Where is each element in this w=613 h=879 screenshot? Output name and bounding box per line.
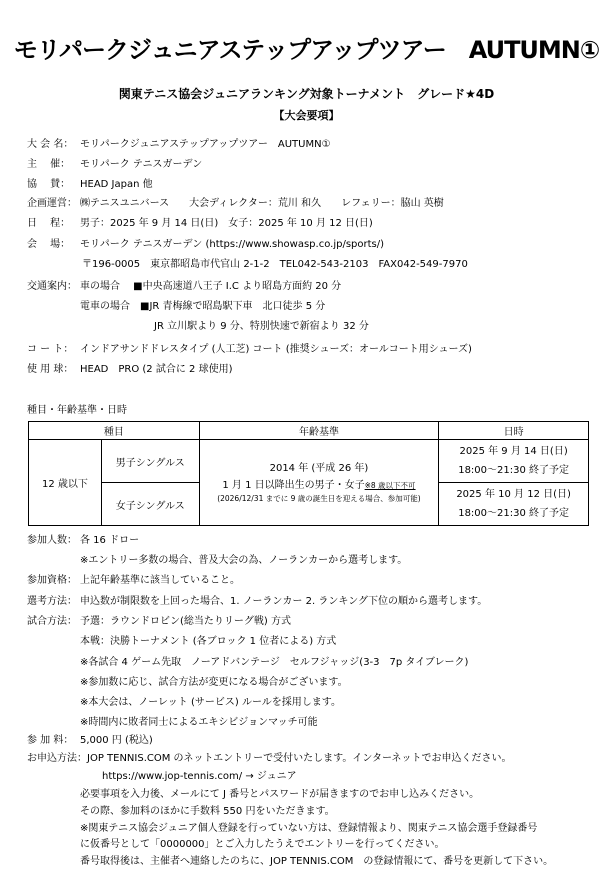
section-heading: 【大会要項】 (273, 109, 340, 122)
ball-label: 使 用 球： (27, 364, 74, 375)
access-label: 交通案内： (27, 281, 77, 292)
age-line-2-wrap (200, 479, 439, 492)
apply-value: JOP TENNIS.COM のネットエントリーで受付いたします。インターネットでお申込ください。 (87, 753, 512, 764)
format-change: ※参加数に応じ、試合方法が変更になる場合がございます。 (80, 677, 348, 688)
girls-singles-cell: 女子シングルス (101, 483, 199, 526)
qualification-label: 参加資格： (27, 575, 77, 586)
events-caption: 種目・年齢基準・日時 (27, 405, 127, 416)
events-table (28, 421, 589, 526)
boys-date: 2025 年 9 月 14 日(日) (459, 446, 568, 457)
venue-address: 〒196-0005 東京都昭島市代官山 2-1-2 TEL042-543-2103 FAX042-549-7970 (82, 259, 468, 270)
venue-value: モリパーク テニスガーデン (https://www.showasp.co.jp/sports/) (80, 239, 385, 250)
sponsor-value: HEAD Japan 他 (80, 179, 153, 190)
court-label: コ ー ト： (27, 344, 74, 355)
format-let: ※本大会は、ノーレット (サービス) ルールを採用します。 (80, 697, 341, 708)
operator-label: 企画運営： (27, 198, 77, 209)
age-note: (2026/12/31 までに 9 歳の誕生日を迎える場合、参加可能) (217, 493, 421, 503)
venue-label: 会 場： (27, 239, 71, 250)
age-note-inline: ※8 歳以下不可 (364, 480, 416, 490)
apply-url[interactable]: https://www.jop-tennis.com/ → ジュニア (102, 771, 297, 782)
entrants-value: 各 16 ドロー (80, 535, 140, 546)
age-line-1: 2014 年 (平成 26 年) (269, 462, 369, 474)
apply-update-note: 番号取得後は、主催者へ連絡したのちに、JOP TENNIS.COM の登録情報にて、番号を更新して下さい。 (80, 856, 554, 867)
entrants-label: 参加人数： (27, 535, 77, 546)
format-main: 本戦：決勝トーナメント (各ブロック 1 位者による) 方式 (80, 636, 337, 647)
selection-label: 選考方法： (27, 596, 77, 607)
name-label: 大 会 名： (27, 139, 74, 150)
age-criteria-cell (199, 440, 439, 526)
entrants-note: ※エントリー多数の場合、普及大会の為、ノーランカーから選考します。 (80, 555, 408, 566)
apply-fee-note: その際、参加料のほかに手数料 550 円をいただきます。 (80, 806, 335, 817)
host-label: 主 催： (27, 159, 71, 170)
host-value: モリパーク テニスガーデン (80, 159, 203, 170)
girls-time: 18:00～21:30 終了予定 (458, 508, 570, 519)
selection-value: 申込数が制限数を上回った場合、1. ノーランカー 2. ランキング下位の順から選考します。 (80, 596, 488, 607)
apply-registration-note: ※関東テニス協会ジュニア個人登録を行っていない方は、登録情報より、関東テニス協会選手登録番号 (80, 823, 538, 834)
header-age: 年齢基準 (199, 422, 439, 440)
boys-singles-cell: 男子シングルス (101, 440, 199, 483)
fee-value: 5,000 円 (税込) (80, 735, 153, 746)
table-row (29, 440, 589, 483)
operator-value: ㈱テニスユニバース 大会ディレクター：荒川 和久 レフェリー：脇山 英樹 (80, 198, 444, 209)
age-line-2: 1 月 1 日以降出生の男子・女子 (222, 479, 365, 491)
events-header-row (29, 422, 589, 440)
sponsor-label: 協 賛： (27, 179, 71, 190)
apply-label: お申込方法： (27, 753, 87, 764)
girls-date-cell (439, 483, 589, 526)
schedule-value: 男子：2025 年 9 月 14 日(日) 女子：2025 年 10 月 12 日(日) (80, 218, 373, 229)
format-exhibition: ※時間内に敗者同士によるエキシビジョンマッチ可能 (80, 717, 318, 728)
access-car: 車の場合 ■中央高速道八王子 I.C より昭島方面約 20 分 (80, 281, 342, 292)
girls-date: 2025 年 10 月 12 日(日) (456, 489, 571, 500)
ball-value: HEAD PRO (2 試合に 2 球使用) (80, 364, 233, 375)
court-value: インドアサンドドレスタイプ (人工芝) コート (推奨シューズ：オールコート用シューズ) (80, 344, 472, 355)
fee-label: 参 加 料： (27, 735, 74, 746)
name-value: モリパークジュニアステップアップツアー AUTUMN① (80, 139, 331, 150)
age-group-cell: 12 歳以下 (29, 440, 102, 526)
header-date: 日時 (439, 422, 589, 440)
boys-date-cell (439, 440, 589, 483)
header-event: 種目 (29, 422, 200, 440)
access-train-2: JR 立川駅より 9 分、特別快速で新宿より 32 分 (154, 321, 369, 332)
boys-time: 18:00～21:30 終了予定 (458, 465, 570, 476)
format-label: 試合方法： (27, 616, 77, 627)
apply-temp-number-note: に仮番号として「0000000」とご入力したうえでエントリーを行ってください。 (80, 839, 445, 850)
format-prelim: 予選：ラウンドロビン(総当たりリーグ戦) 方式 (80, 616, 291, 627)
format-games: ※各試合 4 ゲーム先取 ノーアドバンテージ セルフジャッジ(3-3 7p タイブレーク) (80, 657, 469, 668)
page-title: モリパークジュニアステップアップツアー AUTUMN① (13, 36, 600, 64)
access-train: 電車の場合 ■JR 青梅線で昭島駅下車 北口徒歩 5 分 (80, 301, 326, 312)
page-subtitle: 関東テニス協会ジュニアランキング対象トーナメント グレード★4D (118, 87, 495, 101)
schedule-label: 日 程： (27, 218, 71, 229)
apply-instructions: 必要事項を入力後、メールにて J 番号とパスワードが届きますのでお申し込みください。 (80, 789, 480, 800)
qualification-value: 上記年齢基準に該当していること。 (80, 575, 240, 586)
